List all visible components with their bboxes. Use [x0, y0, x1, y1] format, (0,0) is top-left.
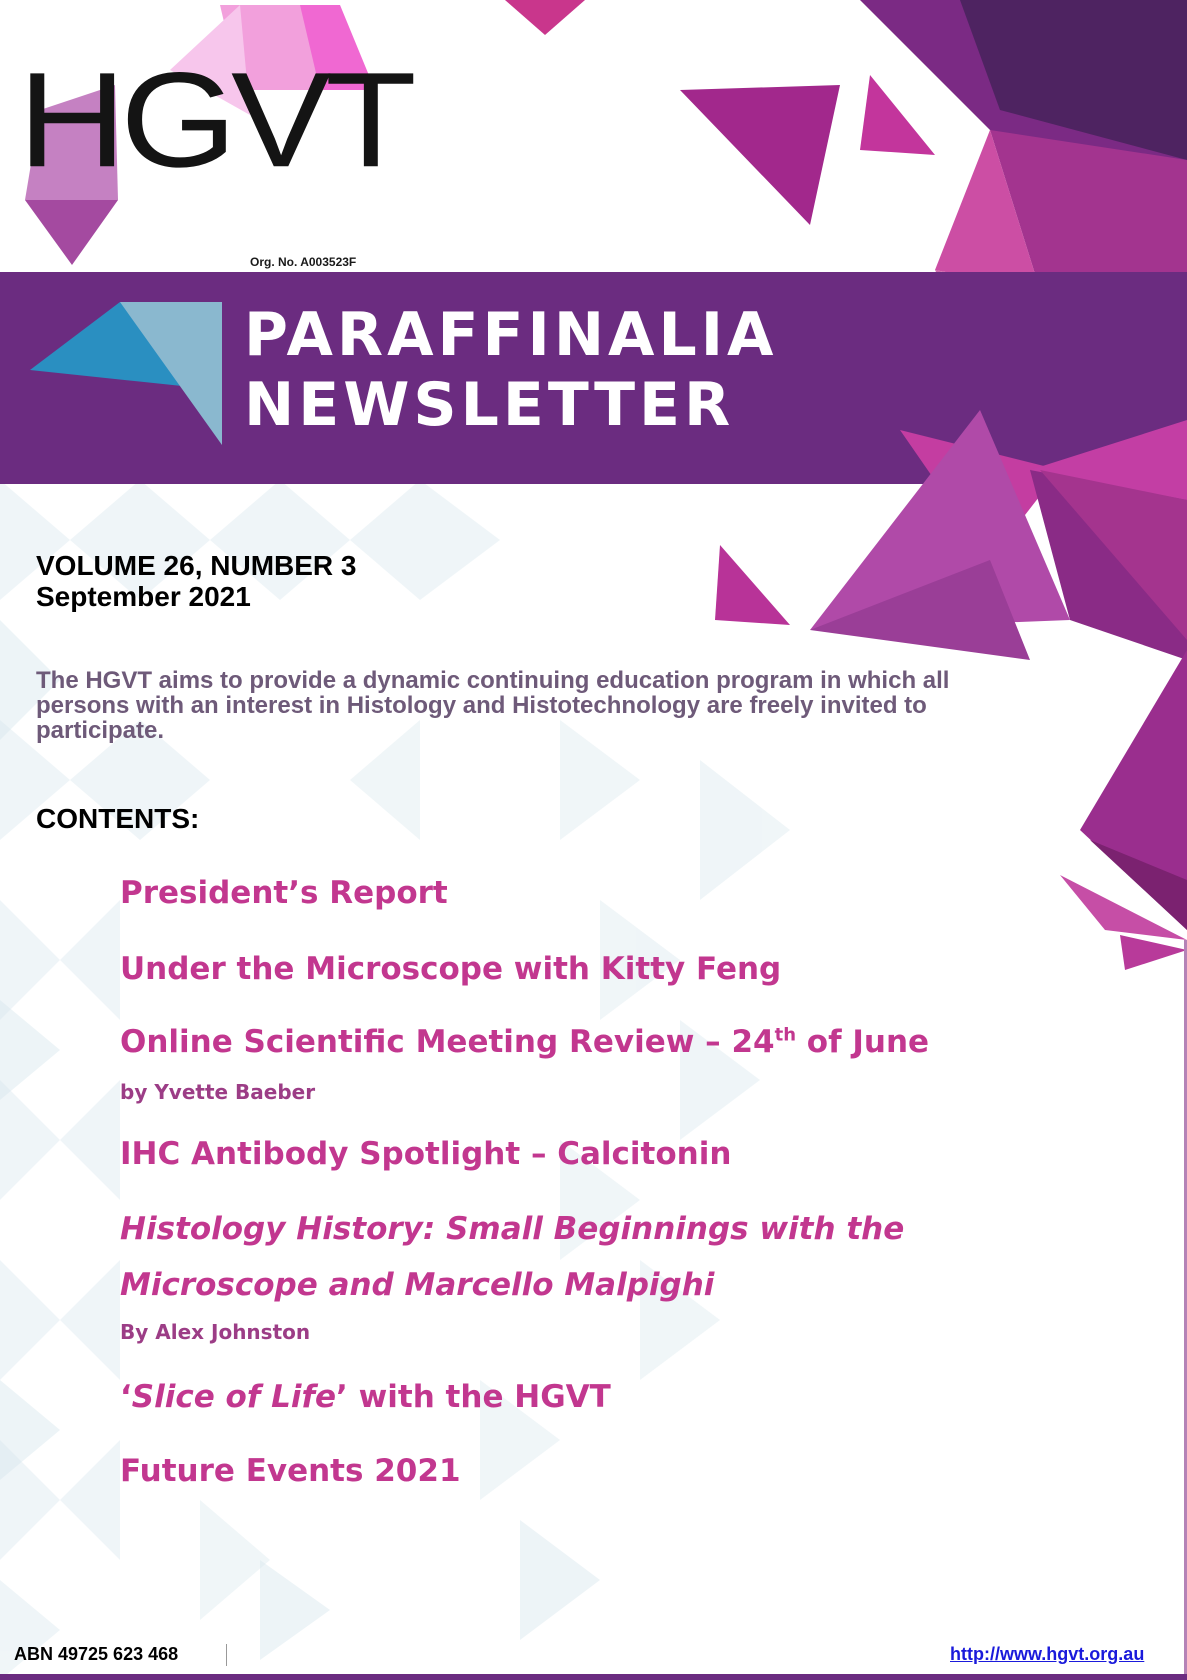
newsletter-title [244, 300, 777, 440]
website-link[interactable]: http://www.hgvt.org.au [950, 1644, 1145, 1664]
footer-separator [226, 1644, 227, 1666]
volume-number: VOLUME 26, NUMBER 3 [36, 550, 357, 581]
toc-item-meeting-review[interactable] [120, 1023, 929, 1061]
toc-byline-yvette-baeber: by Yvette Baeber [120, 1080, 316, 1104]
toc-item-ihc-antibody-spotlight[interactable]: IHC Antibody Spotlight – Calcitonin [120, 1136, 732, 1172]
org-number: Org. No. A003523F [250, 255, 357, 269]
footer-abn: ABN 49725 623 468 [14, 1644, 179, 1664]
toc-item-slice-of-life[interactable] [120, 1378, 611, 1416]
meeting-review-text: Online Scientific Meeting Review – 24 [120, 1024, 775, 1060]
intro-paragraph: The HGVT aims to provide a dynamic continuing education program in which all persons with an interest in Histology and Histotechnology are freely invited to participate. [36, 667, 950, 744]
newsletter-title-line2: NEWSLETTER [244, 370, 735, 440]
slice-quote-open: ‘ [120, 1379, 132, 1415]
toc-item-histology-history-line2[interactable]: Microscope and Marcello Malpighi [120, 1267, 715, 1303]
toc-item-under-the-microscope[interactable]: Under the Microscope with Kitty Feng [120, 951, 782, 987]
slice-quote-close: ’ [336, 1379, 348, 1415]
slice-of-life-rest: with the HGVT [347, 1379, 611, 1415]
issue-date: September 2021 [36, 581, 251, 612]
bottom-border [0, 1674, 1187, 1680]
toc-item-future-events[interactable]: Future Events 2021 [120, 1453, 461, 1489]
hgvt-logo: HGVT [18, 43, 411, 196]
meeting-review-ordinal: th [774, 1024, 797, 1046]
toc-item-presidents-report[interactable]: President’s Report [120, 875, 448, 911]
toc-byline-alex-johnston: By Alex Johnston [120, 1320, 311, 1344]
newsletter-title-line1: PARAFFINALIA [244, 300, 778, 370]
contents-heading: CONTENTS: [36, 803, 200, 834]
toc-item-histology-history-line1[interactable]: Histology History: Small Beginnings with the [120, 1211, 905, 1247]
issue-info [36, 550, 357, 612]
slice-of-life-title: Slice of Life [131, 1379, 337, 1415]
meeting-review-month: of June [796, 1024, 930, 1060]
